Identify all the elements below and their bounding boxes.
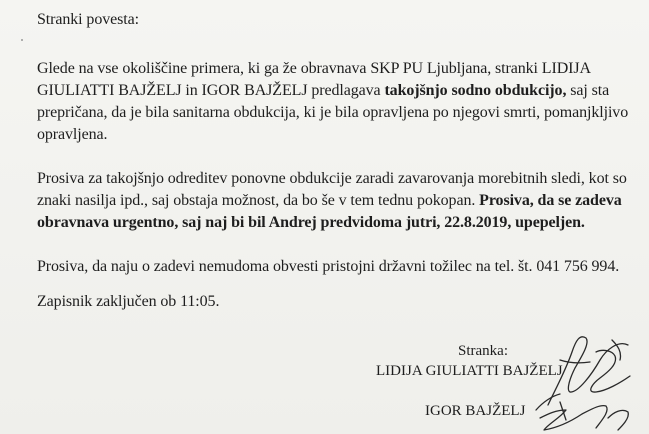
text-run: saj sta bbox=[566, 82, 610, 99]
bold-text: takojšnjo sodno obdukcijo, bbox=[384, 82, 567, 99]
party-name-lidija: LIDIJA GIULIATTI BAJŽELJ bbox=[376, 363, 563, 379]
party-name-igor: IGOR BAJŽELJ bbox=[425, 403, 526, 419]
party-label: Stranka: bbox=[458, 343, 508, 359]
speck bbox=[21, 39, 23, 41]
paragraph-line: obravnava urgentno, saj naj bi bil Andrej predvidoma jutri, 22.8.2019, upepeljen. bbox=[37, 214, 585, 231]
paragraph-line: Prosiva za takojšnjo odreditev ponovne obdukcije zaradi zavarovanja morebitnih sledi, kot so bbox=[37, 170, 627, 187]
bold-text: Prosiva, da se zadeva bbox=[479, 192, 622, 209]
paragraph-line: opravljena. bbox=[37, 126, 108, 143]
paragraph-request bbox=[37, 168, 637, 234]
paragraph-line: Glede na vse okoliščine primera, ki ga že obravnava SKP PU Ljubljana, stranki LIDIJA bbox=[37, 60, 591, 77]
paragraph-notify: Prosiva, da naju o zadevi nemudoma obvesti pristojni državni tožilec na tel. št. 041 756 994. bbox=[37, 258, 620, 275]
paragraph-line bbox=[37, 190, 637, 212]
text-run: GIULIATTI BAJŽELJ in IGOR BAJŽELJ predlagava bbox=[37, 82, 385, 99]
signature-igor bbox=[536, 394, 628, 430]
paragraph-line: prepričana, da je bila sanitarna obdukcija, ki je bila opravljena po njegovi smrti, pomanjkljivo bbox=[37, 104, 629, 121]
paragraph-proposal bbox=[37, 58, 637, 146]
closing-time: Zapisnik zaključen ob 11:05. bbox=[37, 293, 220, 310]
paragraph-line bbox=[37, 80, 637, 102]
intro-text: Stranki povesta: bbox=[37, 11, 139, 28]
text-run: znaki nasilja ipd., saj obstaja možnost, da bo še v tem tednu pokopan. bbox=[37, 192, 480, 209]
